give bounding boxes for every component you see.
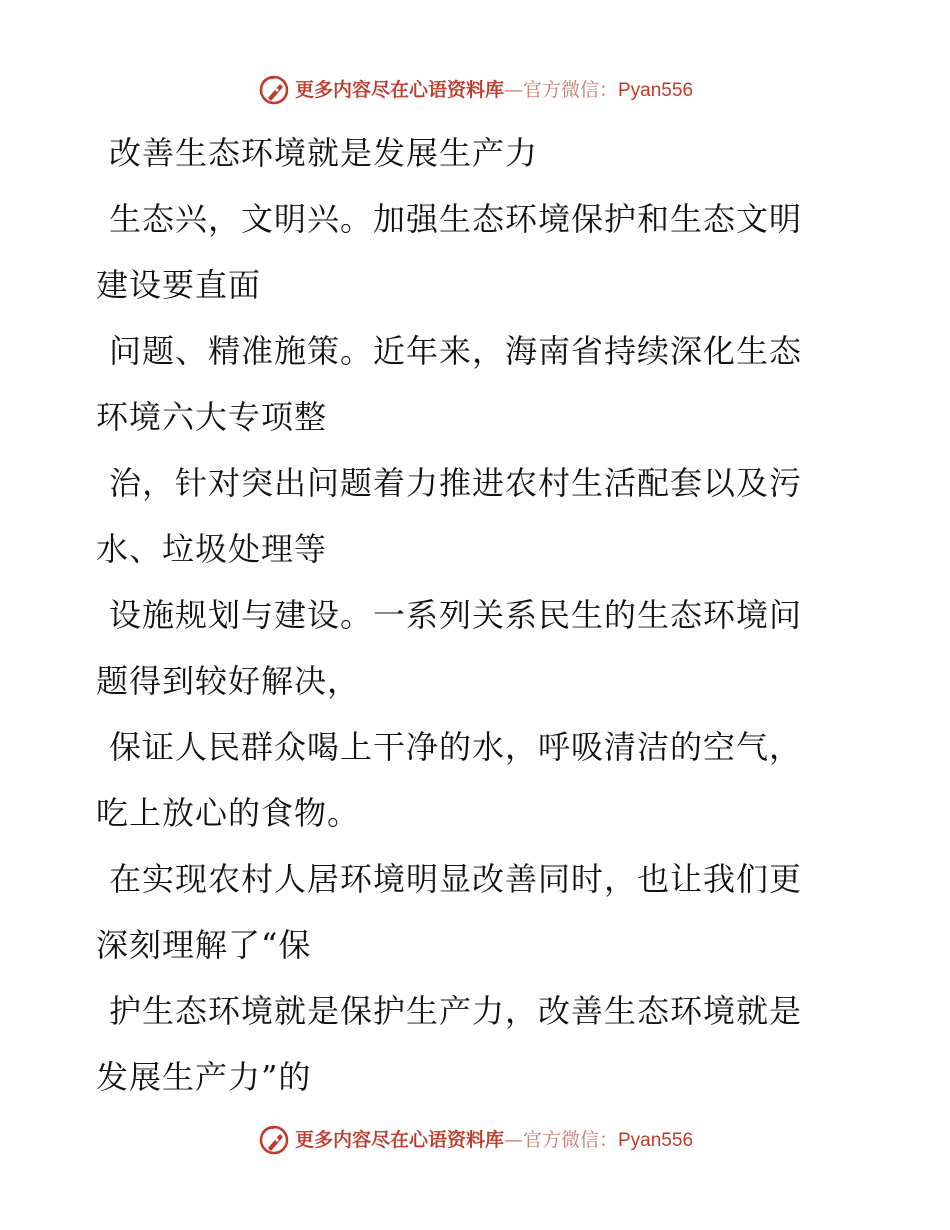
document-body	[96, 120, 836, 1110]
paragraph-6	[96, 846, 836, 978]
banner-separator: —官方微信：	[503, 78, 618, 101]
paragraph-line: 吃上放心的食物。	[96, 794, 361, 832]
paragraph-line: 护生态环境就是保护生产力，改善生态环境就是	[109, 992, 803, 1030]
banner-wechat-id: Pyan556	[618, 79, 694, 101]
banner-title: 更多内容尽在心语资料库	[294, 78, 504, 101]
paragraph-7	[96, 978, 836, 1110]
paragraph-5	[96, 714, 836, 846]
banner-text	[294, 78, 694, 101]
paragraph-line: 环境六大专项整	[96, 398, 328, 436]
paragraph-line: 水、垃圾处理等	[96, 530, 328, 568]
paragraph-3	[96, 450, 836, 582]
title-text: 改善生态环境就是发展生产力	[109, 134, 539, 172]
paragraph-line: 保证人民群众喝上干净的水，呼吸清洁的空气，	[109, 728, 803, 766]
paragraph-4	[96, 582, 836, 714]
paragraph-line: 深刻理解了“保	[96, 926, 312, 964]
paragraph-line: 设施规划与建设。一系列关系民生的生态环境问	[109, 596, 803, 634]
pen-nib-circle-icon	[257, 1123, 291, 1157]
pen-nib-circle-icon	[257, 73, 291, 107]
footer-banner	[0, 1120, 950, 1160]
paragraph-2	[96, 318, 836, 450]
paragraph-line: 问题、精准施策。近年来，海南省持续深化生态	[109, 332, 803, 370]
paragraph-line: 治，针对突出问题着力推进农村生活配套以及污	[109, 464, 803, 502]
paragraph-line: 在实现农村人居环境明显改善同时，也让我们更	[109, 860, 803, 898]
banner-title: 更多内容尽在心语资料库	[294, 1128, 504, 1151]
banner-separator: —官方微信：	[503, 1128, 618, 1151]
banner-text	[294, 1128, 694, 1151]
paragraph-line: 发展生产力”的	[96, 1058, 312, 1096]
paragraph-line: 生态兴，文明兴。加强生态环境保护和生态文明	[109, 200, 803, 238]
banner-wechat-id: Pyan556	[618, 1129, 694, 1151]
paragraph-line: 题得到较好解决，	[96, 662, 361, 700]
header-banner	[0, 70, 950, 110]
paragraph-1	[96, 186, 836, 318]
paragraph-line: 建设要直面	[96, 266, 262, 304]
document-title	[96, 120, 836, 186]
